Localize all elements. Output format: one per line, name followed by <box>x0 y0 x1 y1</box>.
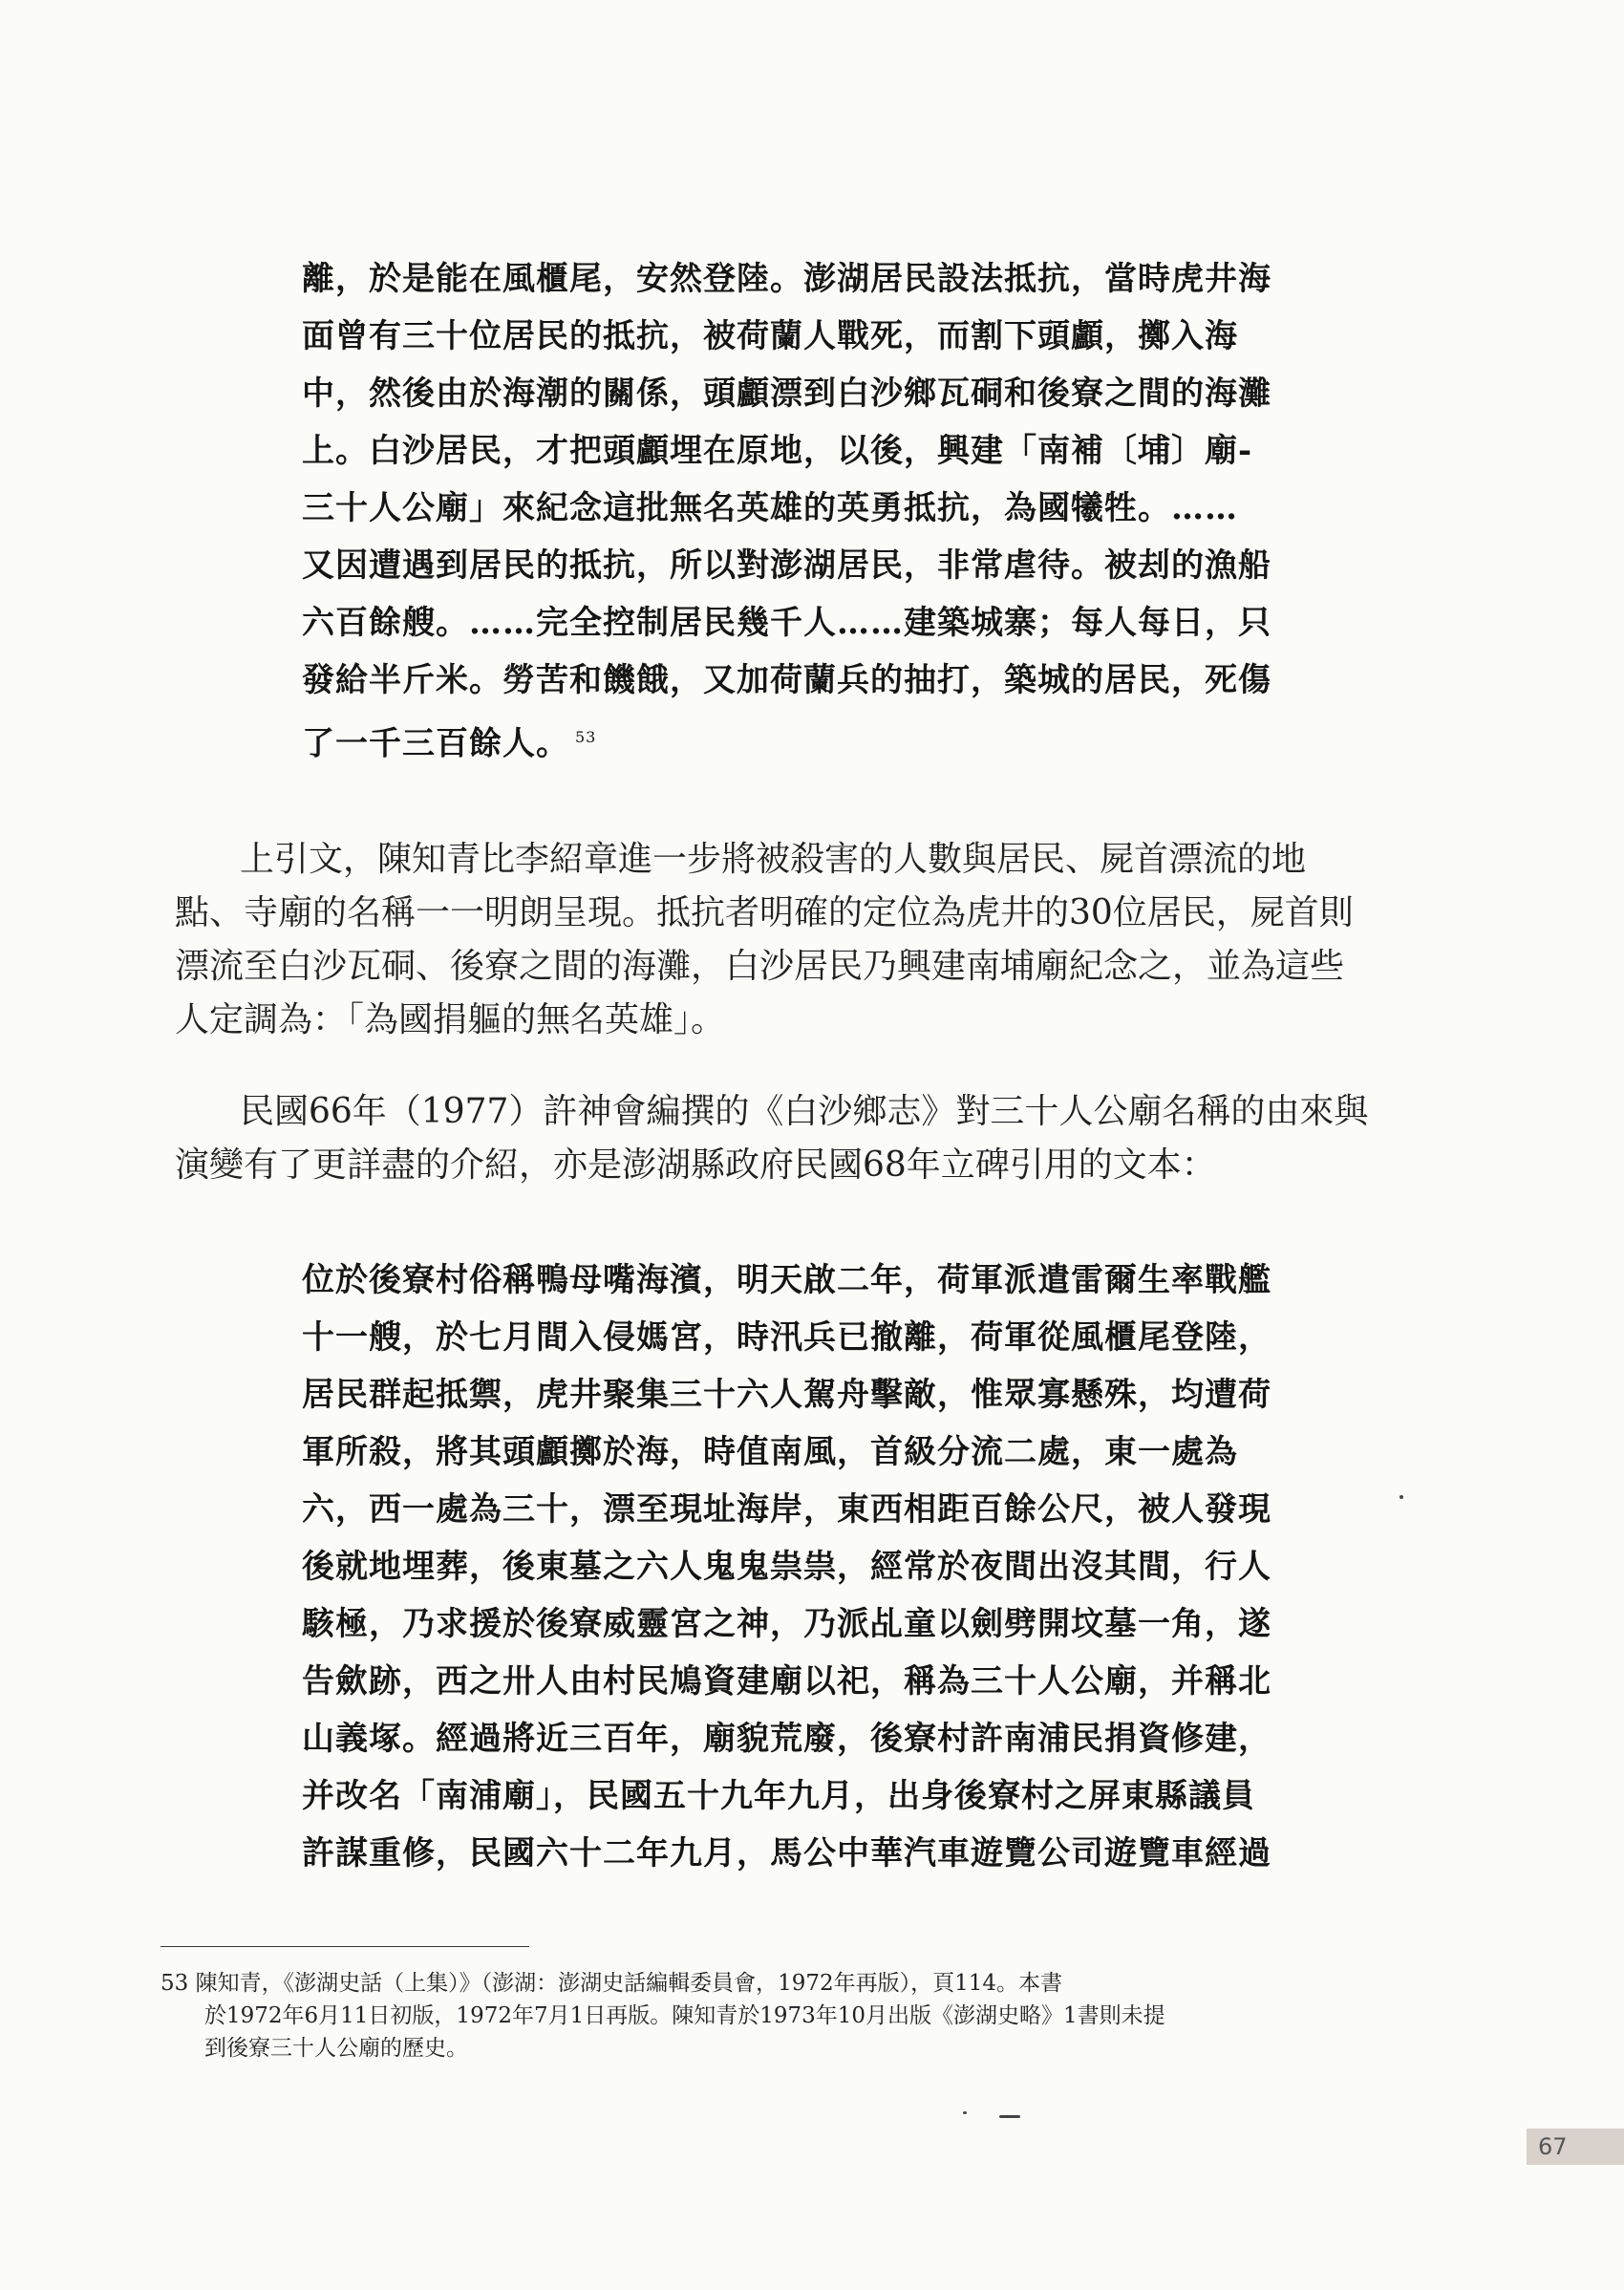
scan-speck <box>963 2111 967 2114</box>
scan-speck <box>1400 1495 1403 1499</box>
body-paragraph-2 <box>175 1085 1369 1192</box>
body-paragraph-1 <box>175 833 1369 1047</box>
quote-line: 面曾有三十位居民的抵抗，被荷蘭人戰死，而割下頭顱，擲入海 <box>302 317 1238 355</box>
paragraph-line: 民國66年（1977）許神會編撰的《白沙鄉志》對三十人公廟名稱的由來與 <box>240 1092 1369 1131</box>
footnote-line: 53 陳知青，《澎湖史話（上集）》（澎湖：澎湖史話編輯委員會，1972年再版），頁114。本書 <box>160 1971 1063 1996</box>
quote-line: 發給半斤米。勞苦和饑餓，又加荷蘭兵的抽打，築城的居民，死傷 <box>302 661 1271 699</box>
paragraph-line: 點、寺廟的名稱一一明朗呈現。抵抗者明確的定位為虎井的30位居民，屍首則 <box>175 893 1354 932</box>
footnote-reference-53[interactable]: 53 <box>575 728 597 746</box>
quote-line: 又因遭遇到居民的抵抗，所以對澎湖居民，非常虐待。被刦的漁船 <box>302 546 1271 585</box>
quote-line: 六百餘艘。……完全控制居民幾千人……建築城寨；每人每日，只 <box>302 604 1271 642</box>
paragraph-line: 演變有了更詳盡的介紹，亦是澎湖縣政府民國68年立碑引用的文本： <box>175 1145 1216 1185</box>
quote-line: 告歛跡，西之卅人由村民鳩資建廟以祀，稱為三十人公廟，并稱北 <box>302 1662 1271 1701</box>
paragraph-line: 人定調為：「為國捐軀的無名英雄」。 <box>175 1000 726 1039</box>
quote-line <box>302 709 1368 766</box>
quote-line: 山義塚。經過將近三百年，廟貌荒廢，後寮村許南浦民捐資修建， <box>302 1720 1271 1758</box>
quote-line: 十一艘，於七月間入侵媽宮，時汛兵已撤離，荷軍從風櫃尾登陸， <box>302 1318 1271 1357</box>
footnote-divider <box>160 1946 529 1947</box>
page-number: 67 <box>1527 2129 1624 2165</box>
quote-line: 中，然後由於海潮的關係，頭顱漂到白沙鄉瓦硐和後寮之間的海灘 <box>302 375 1271 413</box>
quote-line: 許謀重修，民國六十二年九月，馬公中華汽車遊覽公司遊覽車經過 <box>302 1834 1271 1873</box>
footnote-53 <box>160 1967 1374 2065</box>
quote-line-text: 了一千三百餘人。 <box>302 724 569 763</box>
quote-line: 并改名「南浦廟」，民國五十九年九月，出身後寮村之屏東縣議員 <box>302 1777 1255 1815</box>
quote-line: 軍所殺，將其頭顱擲於海，時值南風，首級分流二處，東一處為 <box>302 1433 1238 1471</box>
footnote-line: 到後寮三十人公廟的歷史。 <box>204 2036 468 2061</box>
quote-line: 位於後寮村俗稱鴨母嘴海濱，明天啟二年，荷軍派遣雷爾生率戰艦 <box>302 1261 1271 1299</box>
paragraph-line: 漂流至白沙瓦硐、後寮之間的海灘，白沙居民乃興建南埔廟紀念之，並為這些 <box>175 947 1345 986</box>
quote-line: 三十人公廟」來紀念這批無名英雄的英勇抵抗，為國犧牲。…… <box>302 489 1238 527</box>
quote-line: 駭極，乃求援於後寮威靈宮之神，乃派乩童以劍劈開坟墓一角，遂 <box>302 1605 1271 1643</box>
paragraph-line: 上引文，陳知青比李紹章進一步將被殺害的人數與居民、屍首漂流的地 <box>240 840 1307 879</box>
block-quote-2 <box>302 1252 1368 1882</box>
quote-line: 居民群起抵禦，虎井聚集三十六人駕舟擊敵，惟眾寡懸殊，均遭荷 <box>302 1376 1271 1414</box>
scan-speck <box>999 2115 1020 2118</box>
quote-line: 上。白沙居民，才把頭顱埋在原地，以後，興建「南補〔埔〕廟- <box>302 432 1253 470</box>
block-quote-1 <box>302 250 1368 766</box>
quote-line: 離，於是能在風櫃尾，安然登陸。澎湖居民設法抵抗，當時虎井海 <box>302 260 1271 298</box>
quote-line: 後就地埋葬，後東墓之六人鬼鬼祟祟，經常於夜間出沒其間，行人 <box>302 1548 1271 1586</box>
quote-line: 六，西一處為三十，漂至現址海岸，東西相距百餘公尺，被人發現 <box>302 1490 1271 1529</box>
footnote-line: 於1972年6月11日初版，1972年7月1日再版。陳知青於1973年10月出版《澎湖史略》1書則未提 <box>204 2003 1165 2028</box>
